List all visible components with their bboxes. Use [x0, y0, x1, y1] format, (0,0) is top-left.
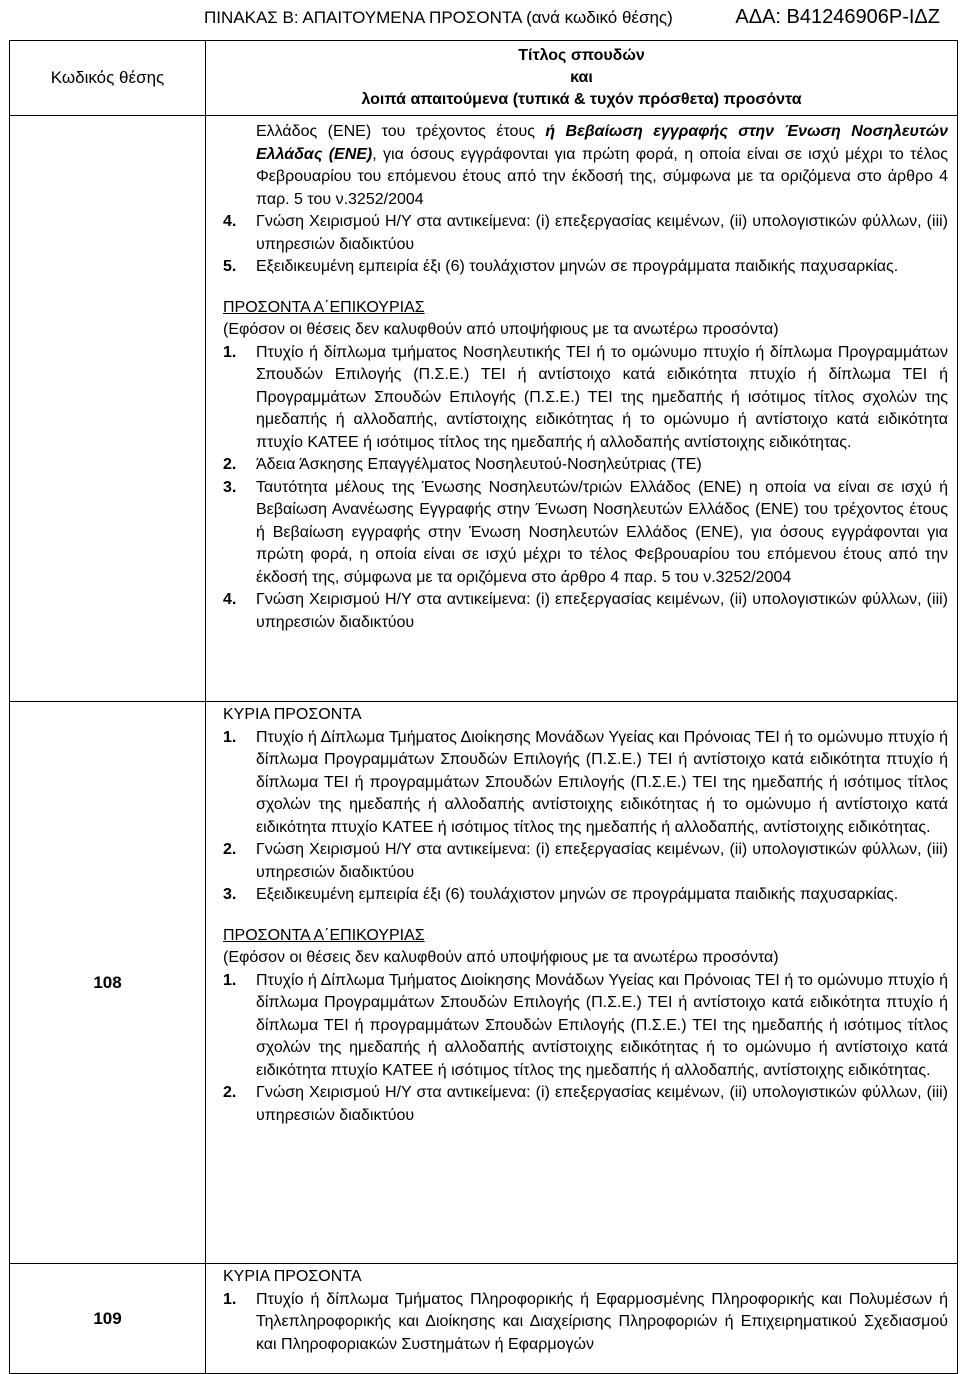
list-item: 2. Γνώση Χειρισμού Η/Υ στα αντικείμενα: (i) επεξεργασίας κειμένων, (ii) υπολογιστικών φύλλων, (iii) υπηρεσιών διαδικτύου	[223, 1084, 948, 1124]
ada-code: ΑΔΑ: Β41246906Ρ-ΙΔΖ	[735, 6, 940, 28]
aux-note: (Εφόσον οι θέσεις δεν καλυφθούν από υποψήφιους με τα ανωτέρω προσόντα)	[223, 949, 779, 966]
header-row	[10, 41, 958, 116]
header-title-line1: Τίτλος σπουδών	[518, 47, 645, 64]
list-item: 4. Γνώση Χειρισμού Η/Υ στα αντικείμενα: (i) επεξεργασίας κειμένων, (ii) υπολογιστικών φύλλων, (iii) υπηρεσιών διαδικτύου	[223, 213, 948, 253]
table-row	[10, 702, 958, 1264]
page-title	[204, 6, 952, 30]
header-title-line2: και	[570, 69, 593, 86]
aux-note: (Εφόσον οι θέσεις δεν καλυφθούν από υποψήφιους με τα ανωτέρω προσόντα)	[223, 321, 779, 338]
list-item: 3. Εξειδικευμένη εμπειρία έξι (6) τουλάχιστον μηνών σε προγράμματα παιδικής παχυσαρκίας.	[223, 886, 899, 903]
position-code-109: 109	[10, 1264, 206, 1374]
list-item: 1. Πτυχίο ή δίπλωμα Τμήματος Πληροφορικής ή Εφαρμοσμένης Πληροφορικής και Πολυμέσων ή Τηλεπληροφορικής και Διοίκησης και Διαχείρισης Πληροφοριών ή Επιχειρηματικού Σχεδιασμού και Πληροφοριακών Συστημάτων ή Εφαρμογών	[223, 1290, 948, 1353]
header-title-line3: λοιπά απαιτούμενα (τυπικά & τυχόν πρόσθετα) προσόντα	[361, 91, 802, 108]
aux-section-title: ΠΡΟΣΟΝΤΑ Α΄ΕΠΙΚΟΥΡΙΑΣ	[223, 298, 425, 316]
list-item: 2. Γνώση Χειρισμού Η/Υ στα αντικείμενα: (i) επεξεργασίας κειμένων, (ii) υπολογιστικών φύλλων, (iii) υπηρεσιών διαδικτύου	[223, 841, 948, 881]
list-item: 1. Πτυχίο ή Δίπλωμα Τμήματος Διοίκησης Μονάδων Υγείας και Πρόνοιας ΤΕΙ ή το ομώνυμο πτυχίο ή δίπλωμα Προγραμμάτων Σπουδών Επιλογής (Π.Σ.Ε.) ΤΕΙ ή αντίστοιχο κατά ειδικότητα πτυχίο ή δίπλωμα ΤΕΙ ή προγραμμάτων Σπουδών Επιλογής (Π.Σ.Ε.) ΤΕΙ της ημεδαπής ή ισότιμος τίτλος σχολών της ημεδαπής ή αλλοδαπής αντίστοιχης ειδικότητας ή το ομώνυμο ή αντίστοιχο κατά ειδικότητα πτυχίο ΚΑΤΕΕ ή ισότιμος τίτλος της ημεδαπής ή αλλοδαπής, αντίστοιχης ειδικότητας.	[223, 728, 948, 836]
aux-section-title: ΠΡΟΣΟΝΤΑ Α΄ΕΠΙΚΟΥΡΙΑΣ	[223, 926, 425, 944]
requirements-cell	[206, 702, 958, 1264]
requirements-cell	[206, 1264, 958, 1374]
main-section-title: ΚΥΡΙΑ ΠΡΟΣΟΝΤΑ	[223, 1268, 362, 1285]
table-caption: ΠΙΝΑΚΑΣ Β: ΑΠΑΙΤΟΥΜΕΝΑ ΠΡΟΣΟΝΤΑ (ανά κωδικό θέσης)	[204, 8, 673, 27]
header-code-cell	[10, 41, 206, 116]
list-item: 3. Ταυτότητα μέλους της Ένωσης Νοσηλευτών/τριών Ελλάδος (ΕΝΕ) η οποία να είναι σε ισχύ ή Βεβαίωση Ανανέωσης Εγγραφής στην Ένωση Νοσηλευτών Ελλάδος (ΕΝΕ) του τρέχοντος έτους ή Βεβαίωση εγγραφής στην Ένωση Νοσηλευτών Ελλάδος (ΕΝΕ), για όσους εγγράφονται για πρώτη φορά, η οποία είναι σε ισχύ μέχρι το τέλος Φεβρουαρίου του επόμενου έτους από την έκδοσή της, σύμφωνα με τα οριζόμενα στο άρθρο 4 παρ. 5 του ν.3252/2004	[223, 478, 948, 586]
code-cell-continued	[10, 116, 206, 702]
list-item: 1. Πτυχίο ή Δίπλωμα Τμήματος Διοίκησης Μονάδων Υγείας και Πρόνοιας ΤΕΙ ή το ομώνυμο πτυχίο ή δίπλωμα Προγραμμάτων Σπουδών Επιλογής (Π.Σ.Ε.) ΤΕΙ ή αντίστοιχο κατά ειδικότητα πτυχίο ή δίπλωμα ΤΕΙ ή προγραμμάτων Σπουδών Επιλογής (Π.Σ.Ε.) ΤΕΙ της ημεδαπής ή ισότιμος τίτλος σχολών της ημεδαπής ή αλλοδαπής αντίστοιχης ειδικότητας ή το ομώνυμο ή αντίστοιχο κατά ειδικότητα πτυχίο ΚΑΤΕΕ ή ισότιμος τίτλος της ημεδαπής ή αλλοδαπής, αντίστοιχης ειδικότητας.	[223, 971, 948, 1079]
list-item: 5. Εξειδικευμένη εμπειρία έξι (6) τουλάχιστον μηνών σε προγράμματα παιδικής παχυσαρκίας.	[223, 258, 899, 275]
table-row	[10, 1264, 958, 1374]
list-item: 2. Άδεια Άσκησης Επαγγέλματος Νοσηλευτού-Νοσηλεύτριας (ΤΕ)	[223, 456, 702, 473]
list-item: 1. Πτυχίο ή δίπλωμα τμήματος Νοσηλευτικής ΤΕΙ ή το ομώνυμο πτυχίο ή δίπλωμα Προγραμμάτων Σπουδών Επιλογής (Π.Σ.Ε.) ΤΕΙ ή αντίστοιχο κατά ειδικότητα πτυχίο ή δίπλωμα ΤΕΙ ή Προγραμμάτων Σπουδών Επιλογής (Π.Σ.Ε.) ΤΕΙ της ημεδαπής ή ισότιμος τίτλος σχολών της ημεδαπής ή αλλοδαπής, αντίστοιχης ειδικότητας ή το ομώνυμο ή αντίστοιχο κατά ειδικότητα πτυχίο ΚΑΤΕΕ ή ισότιμος τίτλος της ημεδαπής ή αλλοδαπής αντίστοιχης ειδικότητας.	[223, 343, 948, 451]
main-section-title: ΚΥΡΙΑ ΠΡΟΣΟΝΤΑ	[223, 706, 362, 723]
requirements-cell	[206, 116, 958, 702]
continued-paragraph: Ελλάδος (ΕΝΕ) του τρέχοντος έτους ή Βεβαίωση εγγραφής στην Ένωση Νοσηλευτών Ελλάδας (ΕΝΕ), για όσους εγγράφονται για πρώτη φορά, η οποία είναι σε ισχύ μέχρι το τέλος Φεβρουαρίου του επόμενου έτους από την έκδοσή της, σύμφωνα με τα οριζόμενα στο άρθρο 4 παρ. 5 του ν.3252/2004	[256, 123, 948, 208]
table-row	[10, 116, 958, 702]
header-code-label: Κωδικός θέσης	[50, 68, 165, 87]
header-title-cell	[206, 41, 958, 116]
position-code-108: 108	[10, 702, 206, 1264]
requirements-table	[9, 40, 958, 1374]
list-item: 4. Γνώση Χειρισμού Η/Υ στα αντικείμενα: (i) επεξεργασίας κειμένων, (ii) υπολογιστικών φύλλων, (iii) υπηρεσιών διαδικτύου	[223, 591, 948, 631]
